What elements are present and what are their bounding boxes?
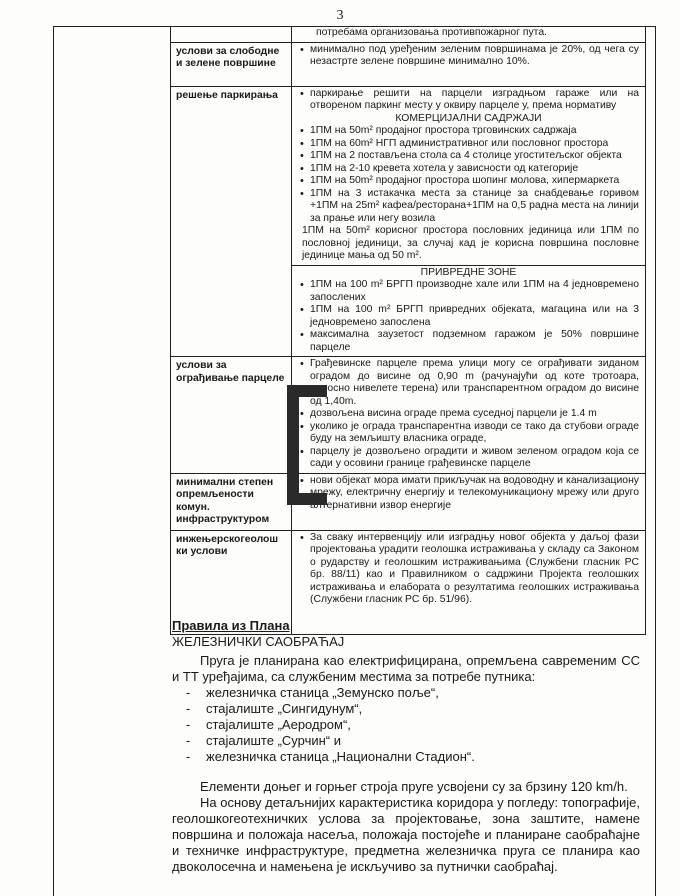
section-title: Правила из Плана bbox=[172, 618, 290, 633]
list-item: - стајалиште „Сингидунум“, bbox=[172, 701, 640, 717]
list-item: • 1ПМ на 50m² продајног простора шопинг молова, хипермаркета bbox=[310, 175, 639, 188]
list-item: - железничка станица „Национални Стадион“. bbox=[172, 749, 640, 765]
list-item: • парцелу је дозвољено оградити и живом зеленом оградом која се сади у осовини границе грађевинске парцеле bbox=[310, 446, 639, 471]
row-label: решење паркирања bbox=[171, 86, 292, 357]
list-item: • 1ПМ на 2 постављена стола са 4 столице угоститељског објекта bbox=[310, 150, 639, 163]
list-item: • нови објекат мора имати прикључак на водоводну и канализациону мрежу, електричну енергију и телекомуникациону мрежу или друго алтернативни извор енергије bbox=[310, 475, 639, 513]
list-item: • 1ПМ на 100 m² БРГП привредних објеката, магацина или на 3 једновремено запослена bbox=[310, 304, 639, 329]
section-subtitle: ЖЕЛЕЗНИЧКИ САОБРАЋАЈ bbox=[172, 634, 345, 649]
row-label: услови за ограђивање парцеле bbox=[171, 357, 292, 474]
page-number: 3 bbox=[336, 8, 344, 23]
subheader: КОМЕРЦИЈАЛНИ САДРЖАЈИ bbox=[395, 112, 542, 124]
row-label: минимални степен опремљености комун. инфраструктуром bbox=[171, 473, 292, 530]
list-item: • паркирање решити на парцели изградњом гараже или на отвореном паркинг месту у оквиру парцеле у, према нормативу bbox=[310, 88, 639, 113]
list-item: • минимално под уређеним зеленим површинама је 20%, од чега су незастрте зелене површине минимално 10%. bbox=[310, 44, 639, 69]
list-item: • За сваку интервенцију или изградњу новог објекта у даљој фази пројектовања урадити геолошка истраживања у складу са Законом о рударству и геолошким истраживањима (Службени гласник РС бр. 88/11) као и Правилником о садржини Пројекта геолошких истраживања и елабората о резултатима геолошких истраживања (Службени гласник РС бр. 51/96). bbox=[310, 532, 639, 607]
subheader: ПРИВРЕДНЕ ЗОНЕ bbox=[420, 266, 517, 278]
list-item: • 1ПМ на 50m² продајног простора трговинских садржаја bbox=[310, 125, 639, 138]
paragraph: Пруга је планирана као електрифицирана, опремљена савременим СС и ТТ уређајима, са службеним местима за потребе путника: bbox=[172, 653, 640, 684]
list-item: • 1ПМ на 2-10 кревета хотела у зависности од категорије bbox=[310, 163, 639, 176]
row-tail-text: потребама организовања противпожарног пута. bbox=[292, 26, 646, 42]
rules-table bbox=[170, 26, 646, 635]
table-row bbox=[171, 357, 646, 474]
list-item: • Грађевинске парцеле према улици могу се ограђивати зиданом оградом до висине од 0,90 m (рачунајући од коте тротоара, односно нивелете терена) или транспарентном оградом до висине од 1,40m. bbox=[310, 358, 639, 408]
list-item: - железничка станица „Земунско поље“, bbox=[172, 685, 640, 701]
list-item: • максимална заузетост подземном гаражом је 50% површине парцеле bbox=[310, 329, 639, 354]
list-item: • 1ПМ на 100 m² БРГП производне хале или 1ПМ на 4 једновремено запослених bbox=[310, 279, 639, 304]
table-row bbox=[171, 26, 646, 42]
paragraph: 1ПМ на 50m² корисног простора пословних јединица или 1ПМ по пословној јединици, за случај кад је корисна површина пословне јединице мања од 50 m². bbox=[302, 225, 639, 261]
table-row bbox=[171, 86, 646, 265]
paragraph: На основу детаљнијих карактеристика коридора у погледу: топографије, геолошкогеотехничких услова за пројектовање, зона заштите, намене површина и положаја насеља, положаја постојеће и планиране саобраћајне и техничке инфраструктуре, предметна железничка пруга се планира као двоколосечна и намењена је искључиво за путнички саобраћај. bbox=[172, 795, 640, 874]
list-item: - стајалиште „Сурчин“ и bbox=[172, 733, 640, 749]
list-item: - стајалиште „Аеродром“, bbox=[172, 717, 640, 733]
rules-section bbox=[172, 618, 640, 875]
paragraph: Елементи доњег и горњег строја пруге усвојени су за брзину 120 km/h. bbox=[200, 779, 628, 794]
table-row bbox=[171, 42, 646, 86]
row-label: инжењерскогеолош ки услови bbox=[171, 530, 292, 634]
list-item: • 1ПМ на 60m² НГП административног или пословног простора bbox=[310, 138, 639, 151]
list-item: • дозвољена висина ограде према суседној парцели је 1.4 m bbox=[310, 408, 639, 421]
list-item: • 1ПМ на 3 истакачка места за станице за снабдевање горивом +1ПМ на 25m² кафеа/ресторана+1ПМ на 0,5 радна места на линији за прање или негу возила bbox=[310, 188, 639, 226]
row-label: услови за слободне и зелене површине bbox=[171, 42, 292, 86]
table-row bbox=[171, 473, 646, 530]
scan-stamp-mark bbox=[287, 385, 327, 505]
list-item: • уколико је ограда транспарентна изводи се тако да стубови ограде буду на земљишту власника ограде, bbox=[310, 421, 639, 446]
